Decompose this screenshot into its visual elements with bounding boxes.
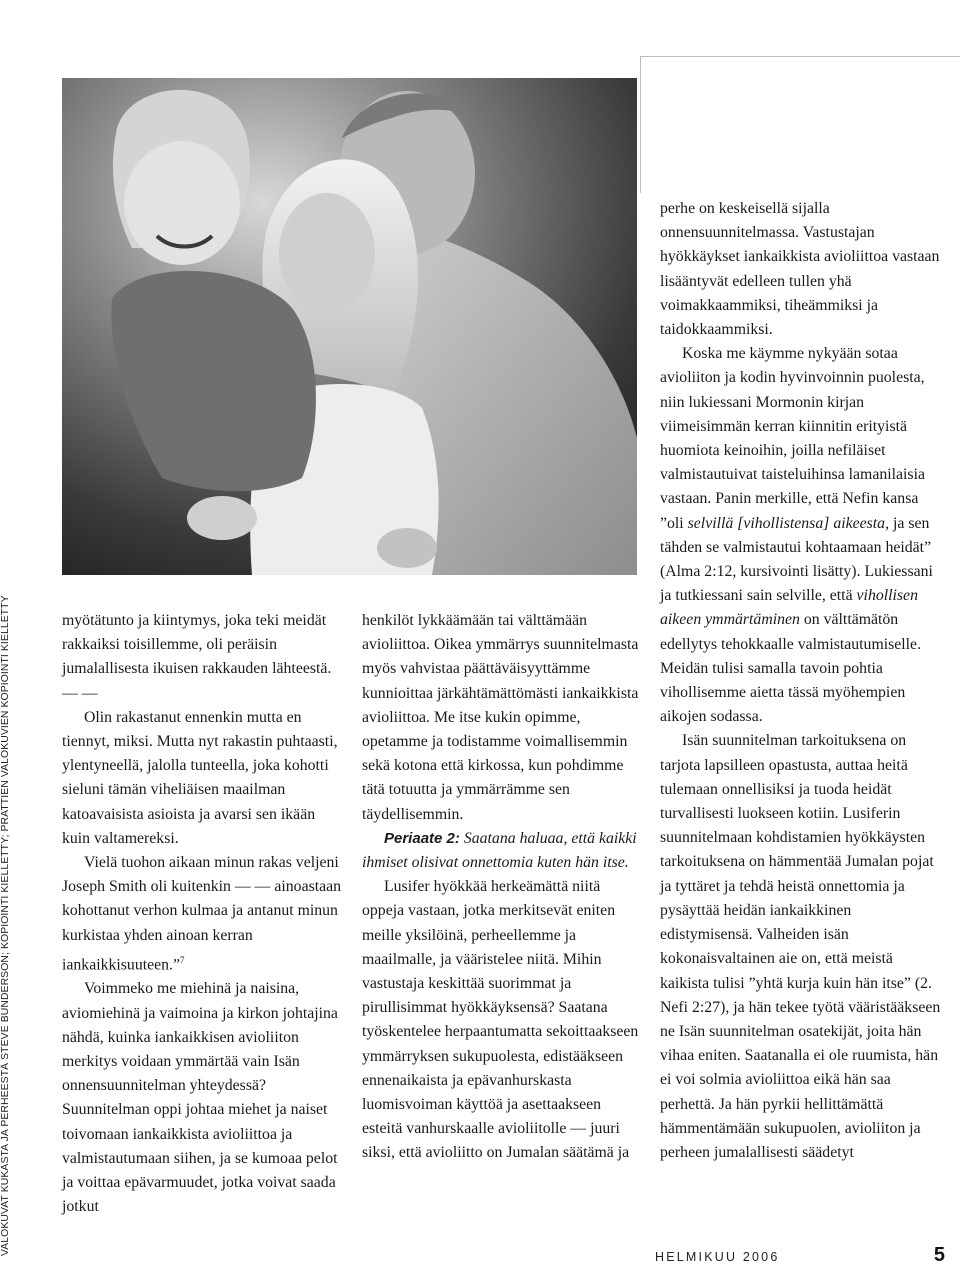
column-2	[362, 609, 642, 1166]
family-photo-image	[62, 78, 637, 575]
italic-run: vihollisen aikeen ymmärtäminen	[660, 587, 918, 629]
principle-heading	[362, 827, 642, 875]
text-run: on välttämätön edellytys tehokkaalle valmistautumiselle. Meidän tulisi samalla tavoin pohtia vihollisemme aietta tässä myöhempien aikojen sodassa.	[660, 611, 922, 726]
italic-run: selvillä [vihollistensa] aikeesta,	[687, 514, 890, 532]
page-number: 5	[933, 1244, 945, 1266]
top-rule	[640, 56, 960, 57]
paragraph: henkilöt lykkäämään tai välttämään avioliittoa. Oikea ymmärrys suunnitelmasta myös vahvistaa päättäväisyyttämme kunnioittaa järkähtämättömästi iankaikkista avioliittoa. Me itse kukin opimme, opetamme ja todistamme voimallisemmin sekä kotona että kirkossa, kun pohdimme tätä totuutta ja ymmärrämme sen täydellisemmin.	[362, 612, 639, 823]
paragraph: myötätunto ja kiintymys, joka teki meidät rakkaiksi toisillemme, oli peräisin jumalallisesta ikuisen rakkauden lähteestä. — —	[62, 612, 332, 702]
principle-text: Saatana haluaa, että kaikki ihmiset olisivat onnettomia kuten hän itse.	[362, 829, 637, 872]
principle-label: Periaate 2:	[384, 829, 460, 847]
issue-label: HELMIKUU 2006	[655, 1250, 780, 1264]
paragraph	[660, 342, 945, 729]
text-run: ja sen tähden se valmistautui kohtaamaan heidät” (Alma 2:12, kursivointi lisätty). Lukiessani ja tutkiessani sain selville, että	[660, 514, 933, 605]
footnote-mark: 7	[180, 954, 185, 965]
paragraph: Voimmeko me miehinä ja naisina, aviomiehinä ja vaimoina ja kirkon johtajina nähdä, kuinka iankaikkisen avioliiton merkitys voidaan ymmärtää vain Isän onnensuunnitelman yhteydessä? Suunnitelman oppi johtaa miehet ja naiset toivomaan iankaikkista avioliittoa ja valmistautumaan siihen, ja se kumoaa pelot ja voittaa epävarmuudet, jotka voivat saada jotkut	[62, 980, 338, 1216]
page-footer	[655, 1244, 945, 1268]
paragraph: Olin rakastanut ennenkin mutta en tiennyt, miksi. Mutta nyt rakastin puhtaasti, ylentyneellä, jalolla tunteella, joka kohotti sieluni tämän viheliäisen maailman katoavaisista asioista ja avarsi sen ikään kuin valtamereksi.	[62, 708, 338, 847]
family-photo	[62, 78, 637, 575]
text-run: Koska me käymme nykyään sotaa avioliiton ja kodin hyvinvoinnin puolesta, niin lukiessani Mormonin kirjan viimeisimmän kerran kiinnitin erityistä huomiota keinoihin, joilla nefiläiset valmistautuivat taisteluihinsa lamanilaisia vastaan. Panin merkille, että Nefin kansa ”oli	[660, 345, 925, 532]
paragraph	[62, 851, 347, 977]
quote-text: Vielä tuohon aikaan minun rakas veljeni Joseph Smith oli kuitenkin — — ainoastaan kohottanut verhon kulmaa ja antanut minun kurkistaa yhden ainoan kerran iankaikkisuuteen.”	[62, 854, 342, 974]
paragraph: Lusifer hyökkää herkeämättä niitä oppeja vastaan, jotka merkitsevät eniten meille yksilöinä, perheellemme ja maailmalle, ja vääristelee niitä. Mihin vastustaja keskittää suorimmat ja pirullisimmat hyökkäyksensä? Saatana työskentelee herpaantumatta sekoittaakseen ymmärryksen sukupuolesta, edistääkseen ennenaikaista ja epävanhurskasta luomisvoiman käyttöä ja asettaakseen esteitä vanhurskaalle avioliitolle — juuri siksi, että avioliitto on Jumalan säätämä ja	[362, 878, 639, 1162]
column-1	[62, 609, 347, 1219]
paragraph: Isän suunnitelman tarkoituksena on tarjota lapsilleen opastusta, auttaa heitä tulemaan onnellisiksi ja tuoda heidät turvallisesti luokseen kotiin. Lusiferin suunnitelmaan kohdistamien hyökkäysten tarkoituksena on hämmentää Jumalan pojat ja tyttäret ja tehdä heistä onnettomia ja pysäyttää heidän iankaikkinen edistymisensä. Valheiden isän kokonaisvaltainen aie on, että meistä kaikista tulisi ”yhtä kurja kuin hän itse” (2. Nefi 2:27), ja hän tekee työtä vääristääkseen ne Isän suunnitelman osatekijät, joita hän vihaa eniten. Saatanalla ei ole ruumista, hän ei voi solmia avioliittoa eikä hän saa perhettä. Ja hän pyrkii hellittämättä hämmentämään sukupuolen, avioliiton ja perheen jumalallisesti säädetyt	[660, 732, 941, 1161]
paragraph: perhe on keskeisellä sijalla onnensuunnitelmassa. Vastustajan hyökkäykset iankaikkista avioliittoa vastaan lisääntyvät edelleen tullen yhä voimakkaammiksi, tiheämmiksi ja taidokkaammiksi.	[660, 200, 940, 339]
column-3	[660, 197, 945, 1165]
side-rule	[640, 56, 641, 193]
photo-credit: VALOKUVAT KUKASTA JA PERHEESTÄ STEVE BUNDERSON; KOPIOINTI KIELLETTY; PRATTIEN VALOKUVIEN KOPIOINTI KIELLETTY	[0, 595, 11, 1256]
